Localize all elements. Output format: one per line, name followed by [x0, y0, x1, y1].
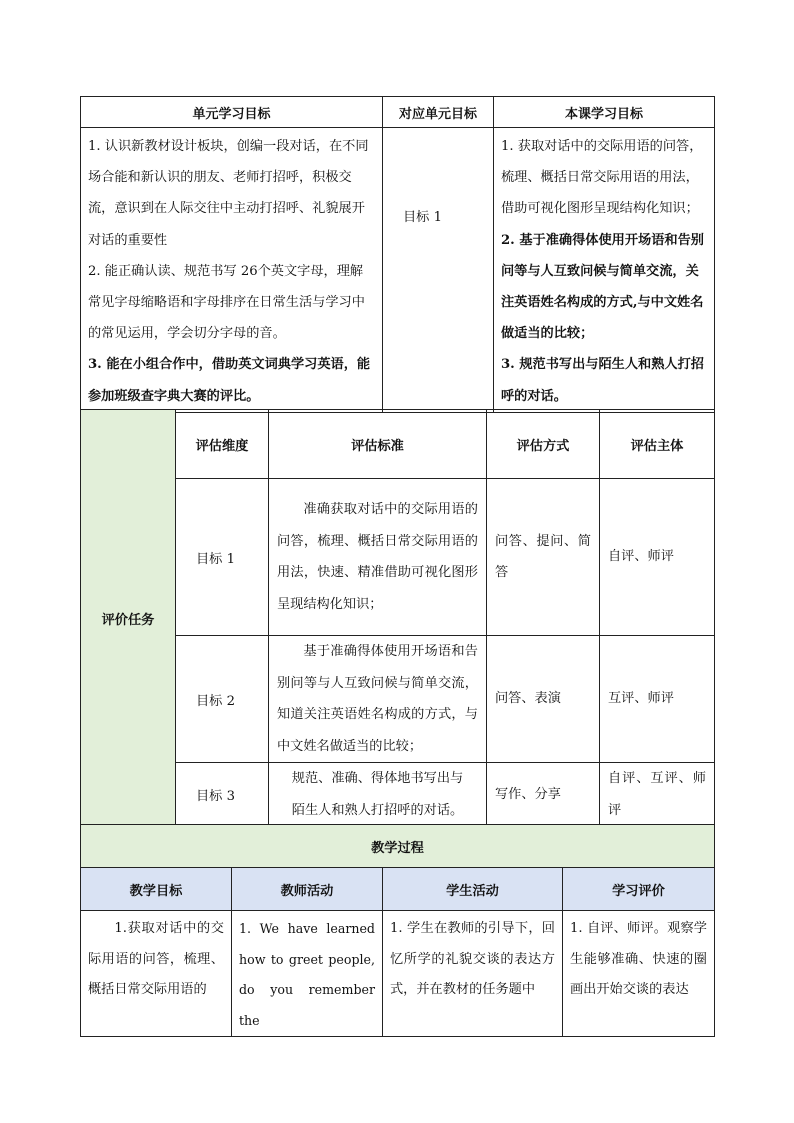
eval-dimension: 目标 3 [176, 763, 269, 827]
process-title: 教学过程 [81, 825, 715, 868]
process-teacher: 1. We have learned how to greet people, do you remember the [232, 911, 383, 1037]
evaluation-row [81, 479, 715, 636]
process-row [81, 911, 715, 1037]
evaluation-row [81, 763, 715, 827]
header-lesson-goal: 本课学习目标 [494, 97, 715, 128]
evaluation-row [81, 636, 715, 763]
eval-standard: 基于准确得体使用开场语和告别问等与人互致问候与简单交流，知道关注英语姓名构成的方式，与中文姓名做适当的比较； [269, 636, 487, 763]
process-goal: 1.获取对话中的交际用语的问答，梳理、概括日常交际用语的 [81, 911, 232, 1037]
evaluation-side-label: 评价任务 [81, 410, 176, 827]
header-teaching-goal: 教学目标 [81, 868, 232, 911]
teaching-process-table [80, 824, 715, 1037]
process-title-row [81, 825, 715, 868]
lesson-goal-1: 1. 获取对话中的交际用语的问答，梳理、概括日常交际用语的用法，借助可视化图形呈现结构化知识； [501, 139, 703, 217]
lesson-goal-2: 2. 基于准确得体使用开场语和告别问等与人互致问候与简单交流，关注英语姓名构成的方式,与中文姓名做适当的比较； [501, 232, 704, 342]
evaluation-header-row [81, 410, 715, 479]
unit-goals-body-row [81, 128, 715, 413]
header-standard: 评估标准 [269, 410, 487, 479]
header-subject: 评估主体 [600, 410, 715, 479]
eval-method: 问答、表演 [487, 636, 600, 763]
header-method: 评估方式 [487, 410, 600, 479]
eval-subject: 自评、师评 [600, 479, 715, 636]
header-learning-eval: 学习评价 [563, 868, 715, 911]
process-eval: 1. 自评、师评。观察学生能够准确、快速的圈画出开始交谈的表达 [563, 911, 715, 1037]
header-unit-goal: 单元学习目标 [81, 97, 383, 128]
unit-goal-2: 2. 能正确认读、规范书写 26个英文字母，理解常见字母缩略语和字母排序在日常生活与学习中的常见运用，学会切分字母的音。 [88, 263, 365, 342]
evaluation-table [80, 409, 715, 827]
eval-dimension: 目标 2 [176, 636, 269, 763]
unit-goal-3: 3. 能在小组合作中，借助英文词典学习英语，能参加班级查字典大赛的评比。 [88, 357, 371, 404]
lesson-goals-cell [494, 128, 715, 413]
eval-method: 写作、分享 [487, 763, 600, 827]
header-student-activity: 学生活动 [383, 868, 563, 911]
unit-goals-cell [81, 128, 383, 413]
unit-goals-table [80, 96, 715, 413]
eval-dimension: 目标 1 [176, 479, 269, 636]
eval-method: 问答、提问、简答 [487, 479, 600, 636]
header-dimension: 评估维度 [176, 410, 269, 479]
corresponding-goal-cell: 目标 1 [383, 128, 494, 413]
eval-subject: 自评、互评、师评 [600, 763, 715, 827]
unit-goal-1: 1. 认识新教材设计板块，创编一段对话，在不同场合能和新认识的朋友、老师打招呼，积极交流，意识到在人际交往中主动打招呼、礼貌展开对话的重要性 [88, 139, 369, 248]
unit-goals-header-row [81, 97, 715, 128]
process-header-row [81, 868, 715, 911]
lesson-goal-3: 3. 规范书写出与陌生人和熟人打招呼的对话。 [501, 357, 704, 404]
process-student: 1. 学生在教师的引导下，回忆所学的礼貌交谈的表达方式，并在教材的任务题中 [383, 911, 563, 1037]
header-teacher-activity: 教师活动 [232, 868, 383, 911]
header-corresponding-goal: 对应单元目标 [383, 97, 494, 128]
eval-standard: 准确获取对话中的交际用语的问答，梳理、概括日常交际用语的用法，快速、精准借助可视化图形呈现结构化知识； [269, 479, 487, 636]
eval-subject: 互评、师评 [600, 636, 715, 763]
eval-standard: 规范、准确、得体地书写出与陌生人和熟人打招呼的对话。 [269, 763, 487, 827]
